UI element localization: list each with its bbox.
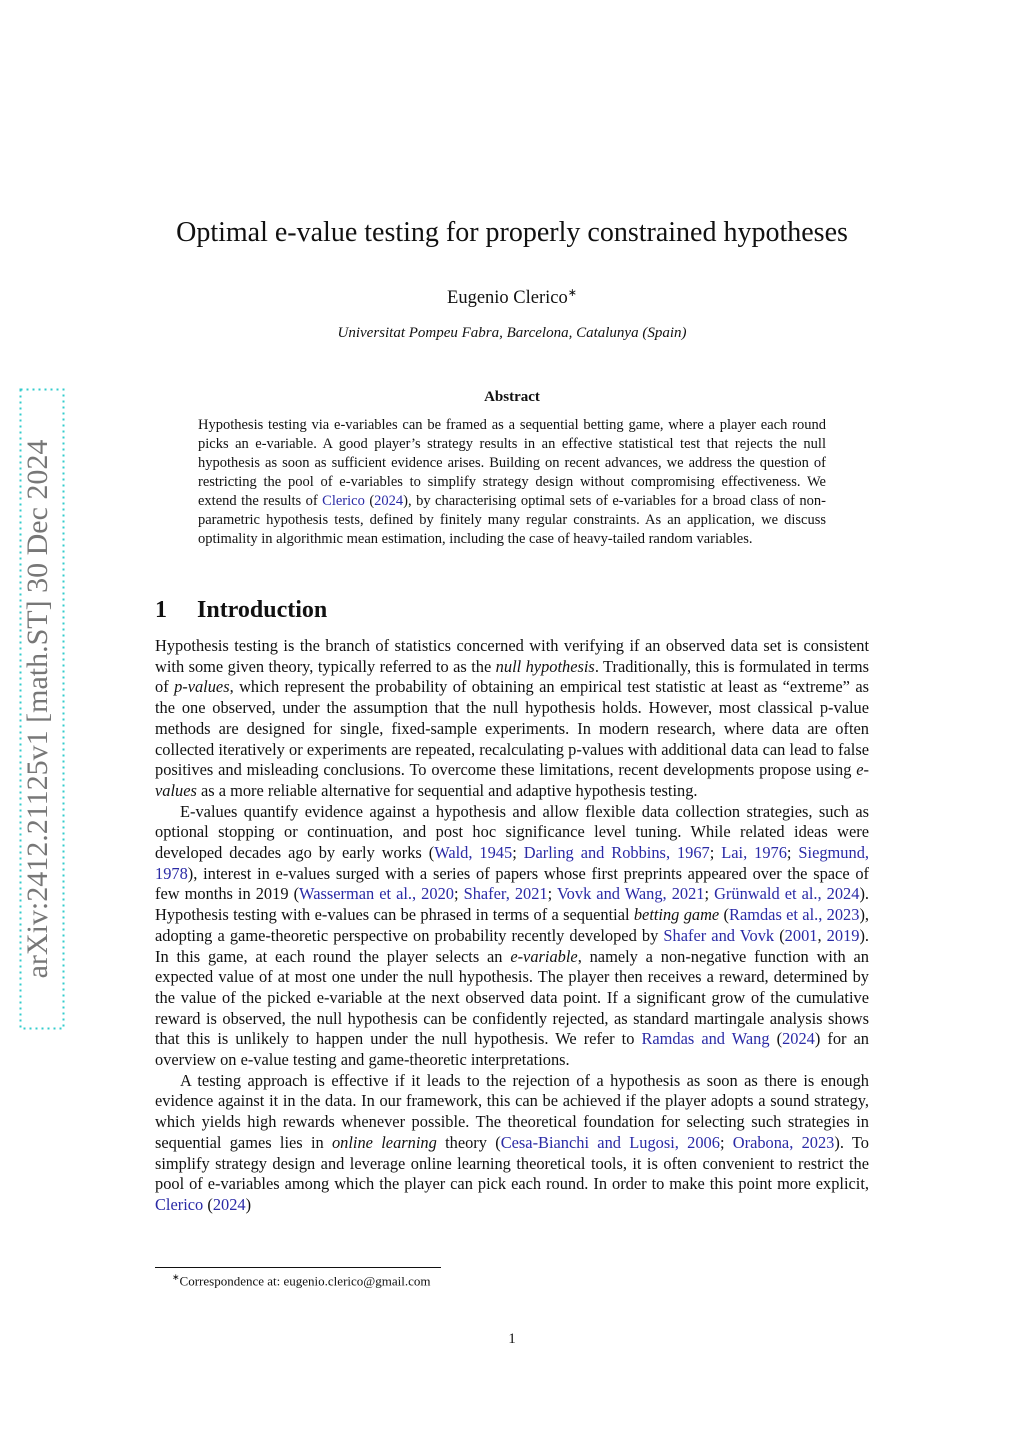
text-run: A testing approach is effective if it leads to the rejection of a hypothesis as soon as there is enough evidence against it in the data. In our framework, this can be achieved if the player adopts a sound strategy, which yields high rewards whenever possible. The theoretical foundation for selecting such strategies in sequential games lies in xyxy=(155,1070,869,1152)
author-name: Eugenio Clerico xyxy=(447,288,568,309)
emphasis-text: e-variable xyxy=(510,946,578,966)
citation-link[interactable]: 2001 xyxy=(784,925,818,945)
text-run: ), interest in e-values surged with a series of papers whose first preprints appeared over the space of few months in 2019 ( xyxy=(155,863,869,904)
citation-link[interactable]: Orabona, 2023 xyxy=(732,1132,835,1152)
abstract-text xyxy=(198,416,826,549)
footnote-mark: ∗ xyxy=(172,1272,180,1282)
paragraph xyxy=(155,802,869,1071)
page-number: 1 xyxy=(508,1331,516,1347)
footnote xyxy=(172,1272,430,1289)
text-run: ). To simplify strategy design and leverage online learning theoretical tools, it is often convenient to restrict the pool of e-variables among which the player can pick each round. In order to make this point more explicit, xyxy=(155,1132,869,1194)
paragraph xyxy=(155,636,869,802)
text-run: ; xyxy=(786,843,799,863)
emphasis-text: online learning xyxy=(331,1132,437,1152)
abstract-part: ), by characterising optimal sets of e-variables for a broad class of non-parametric hypothesis tests, defined by finitely many regular constraints. As an application, we discuss optimality in algorithmic mean estimation, including the case of heavy-tailed random variables. xyxy=(198,493,826,547)
body-text xyxy=(155,636,869,1216)
text-run: ) xyxy=(245,1194,252,1214)
footnote-rule xyxy=(155,1267,441,1268)
author xyxy=(0,286,1024,309)
text-run: ). Hypothesis testing with e-values can be phrased in terms of a sequential xyxy=(155,884,869,925)
affiliation: Universitat Pompeu Fabra, Barcelona, Catalunya (Spain) xyxy=(337,325,687,341)
citation-link[interactable]: Siegmund, 1978 xyxy=(155,843,869,883)
text-run: ; xyxy=(547,884,557,904)
text-run: ; xyxy=(512,843,524,863)
citation-link[interactable]: Lai, 1976 xyxy=(721,843,787,863)
citation-link[interactable]: Cesa-Bianchi and Lugosi, 2006 xyxy=(500,1132,720,1152)
section-title: Introduction xyxy=(197,597,328,623)
citation-link[interactable]: 2024 xyxy=(782,1029,815,1049)
text-run: as a more reliable alternative for sequential and adaptive hypothesis testing. xyxy=(196,780,698,800)
citation-link[interactable]: Shafer, 2021 xyxy=(463,884,548,904)
emphasis-text: e-values xyxy=(155,760,869,800)
abstract-heading: Abstract xyxy=(484,389,540,405)
citation-link[interactable]: 2024 xyxy=(374,493,404,509)
citation-link[interactable]: Ramdas et al., 2023 xyxy=(729,905,860,925)
citation-link[interactable]: 2019 xyxy=(826,925,860,945)
text-run: ) for an overview on e-value testing and game-theoretic interpretations. xyxy=(155,1029,869,1070)
citation-link[interactable]: Wasserman et al., 2020 xyxy=(299,884,454,904)
citation-link[interactable]: 2024 xyxy=(212,1194,246,1214)
text-run: ( xyxy=(719,905,730,925)
citation-link[interactable]: Vovk and Wang, 2021 xyxy=(556,884,705,904)
text-run: ; xyxy=(709,843,722,863)
section-number: 1 xyxy=(155,597,167,623)
abstract-part: Hypothesis testing via e-variables can be framed as a sequential betting game, where a player each round picks an e-variable. A good player’s strategy results in an effective statistical test that rejects the null hypothesis as soon as sufficient evidence arises. Building on recent advances, we address the question of restricting the pool of e-variables to simplify strategy design without compromising effectiveness. We extend the results of xyxy=(198,417,826,509)
text-run: ; xyxy=(704,884,715,904)
citation-link[interactable]: Wald, 1945 xyxy=(434,843,513,863)
text-run: . Traditionally, this is formulated in terms of xyxy=(155,656,869,697)
emphasis-text: p-values xyxy=(174,677,230,697)
emphasis-text: null hypothesis xyxy=(495,656,595,676)
text-run: , namely a non-negative function with an expected value of at most one under the null hypothesis. The player then receives a reward, determined by the value of the picked e-variable at the next observed data point. If a significant grow of the cumulative reward is observed, the null hypothesis can be confidently rejected, as standard martingale analysis shows that this is unlikely to happen under the null hypothesis. We refer to xyxy=(155,946,869,1049)
text-run: E-values quantify evidence against a hypothesis and allow flexible data collection strategies, such as optional stopping or continuation, and post hoc significance level tuning. While related ideas were developed decades ago by early works ( xyxy=(155,801,869,863)
citation-link[interactable]: Shafer and Vovk xyxy=(663,925,775,945)
text-run: , which represent the probability of obtaining an empirical test statistic at least as “extreme” as the one observed, under the assumption that the null hypothesis holds. However, most classical p-value methods are designed for single, fixed-sample experiments. In modern research, where data are often collected iteratively or experiments are repeated, recalculating p-values with additional data can lead to false positives and misleading conclusions. To overcome these limitations, recent developments propose using xyxy=(155,677,869,780)
text-run: ). In this game, at each round the player selects an xyxy=(155,925,870,966)
abstract-part: ( xyxy=(364,493,375,509)
text-run: ; xyxy=(453,884,464,904)
citation-link[interactable]: Grünwald et al., 2024 xyxy=(714,884,860,904)
text-run: ( xyxy=(769,1029,783,1049)
text-run: ), adopting a game-theoretic perspective on probability recently developed by xyxy=(155,905,869,945)
arxiv-stamp[interactable]: arXiv:2412.21125v1 [math.ST] 30 Dec 2024 xyxy=(21,439,54,979)
author-footnote-mark[interactable]: ∗ xyxy=(567,287,577,299)
text-run: ( xyxy=(774,925,785,945)
text-run: theory ( xyxy=(436,1132,501,1152)
text-run: , xyxy=(817,925,827,945)
text-run: ; xyxy=(719,1132,733,1152)
emphasis-text: betting game xyxy=(633,905,720,925)
citation-link[interactable]: Clerico xyxy=(155,1194,204,1214)
text-run: ( xyxy=(203,1194,213,1214)
citation-link[interactable]: Darling and Robbins, 1967 xyxy=(523,843,710,863)
citation-link[interactable]: Clerico xyxy=(322,493,365,509)
citation-link[interactable]: Ramdas and Wang xyxy=(641,1029,770,1049)
text-run: Hypothesis testing is the branch of statistics concerned with verifying if an observed data set is consistent with some given theory, typically referred to as the xyxy=(155,636,869,676)
footnote-text: Correspondence at: eugenio.clerico@gmail.com xyxy=(179,1273,431,1289)
section-heading xyxy=(155,597,327,624)
paper-title: Optimal e-value testing for properly constrained hypotheses xyxy=(176,217,848,248)
paragraph xyxy=(155,1071,869,1216)
